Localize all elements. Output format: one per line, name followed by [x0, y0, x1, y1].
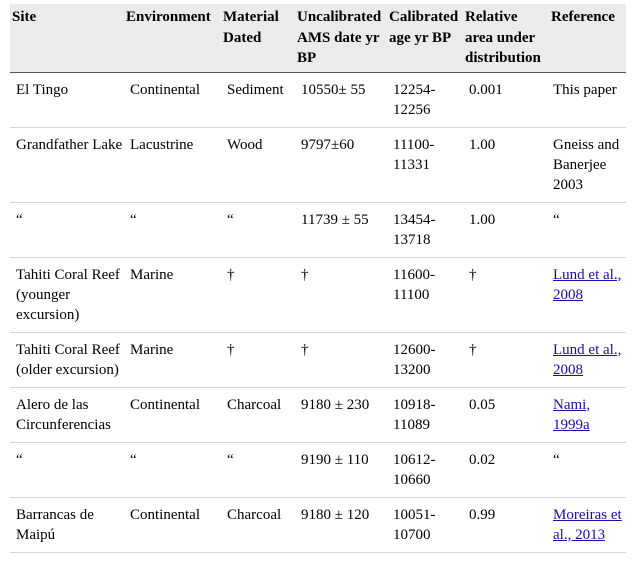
cell-environment: Marine — [124, 332, 221, 387]
cell-reference: This paper — [549, 72, 626, 127]
cell-site: Alero de las Circunferencias — [10, 387, 124, 442]
cell-relative-area: † — [463, 332, 549, 387]
cell-material: Charcoal — [221, 497, 295, 552]
cell-calibrated: 12254-12256 — [387, 72, 463, 127]
reference-link[interactable]: Lund et al., 2008 — [553, 266, 622, 303]
table-row — [10, 387, 626, 442]
header-environment: Environment — [124, 4, 221, 72]
table-row — [10, 257, 626, 332]
cell-material: Charcoal — [221, 387, 295, 442]
cell-uncalibrated: 9180 ± 230 — [295, 387, 387, 442]
header-site: Site — [10, 4, 124, 72]
cell-reference — [549, 257, 626, 332]
table-body — [10, 72, 626, 552]
header-relative-area: Relative area under distribution — [463, 4, 549, 72]
header-material-dated: Material Dated — [221, 4, 295, 72]
table-row — [10, 127, 626, 202]
cell-calibrated: 10051-10700 — [387, 497, 463, 552]
cell-material: Sediment — [221, 72, 295, 127]
cell-uncalibrated: † — [295, 332, 387, 387]
reference-link[interactable]: Nami, 1999a — [553, 396, 591, 433]
cell-site: El Tingo — [10, 72, 124, 127]
cell-relative-area: 0.05 — [463, 387, 549, 442]
cell-relative-area: † — [463, 257, 549, 332]
cell-environment: “ — [124, 442, 221, 497]
cell-environment: Continental — [124, 72, 221, 127]
cell-environment: Continental — [124, 497, 221, 552]
header-row — [10, 4, 626, 72]
cell-reference — [549, 387, 626, 442]
cell-uncalibrated: 9797±60 — [295, 127, 387, 202]
cell-relative-area: 1.00 — [463, 127, 549, 202]
cell-site: “ — [10, 202, 124, 257]
table-row — [10, 497, 626, 552]
reference-link[interactable]: Lund et al., 2008 — [553, 341, 622, 378]
reference-link[interactable]: Moreiras et al., 2013 — [553, 506, 622, 543]
table-row — [10, 442, 626, 497]
cell-material: Wood — [221, 127, 295, 202]
cell-environment: “ — [124, 202, 221, 257]
cell-site: Tahiti Coral Reef (younger excursion) — [10, 257, 124, 332]
cell-site: Tahiti Coral Reef (older excursion) — [10, 332, 124, 387]
cell-uncalibrated: † — [295, 257, 387, 332]
header-reference: Reference — [549, 4, 626, 72]
cell-reference: “ — [549, 202, 626, 257]
cell-calibrated: 11600-11100 — [387, 257, 463, 332]
cell-relative-area: 1.00 — [463, 202, 549, 257]
cell-environment: Continental — [124, 387, 221, 442]
header-uncalibrated-date: Uncalibrated AMS date yr BP — [295, 4, 387, 72]
cell-material: “ — [221, 442, 295, 497]
cell-reference: Gneiss and Banerjee 2003 — [549, 127, 626, 202]
cell-uncalibrated: 9180 ± 120 — [295, 497, 387, 552]
cell-relative-area: 0.99 — [463, 497, 549, 552]
cell-uncalibrated: 9190 ± 110 — [295, 442, 387, 497]
cell-calibrated: 12600-13200 — [387, 332, 463, 387]
table-row — [10, 202, 626, 257]
cell-relative-area: 0.02 — [463, 442, 549, 497]
cell-site: Grandfather Lake — [10, 127, 124, 202]
cell-site: Barrancas de Maipú — [10, 497, 124, 552]
cell-calibrated: 10918-11089 — [387, 387, 463, 442]
cell-relative-area: 0.001 — [463, 72, 549, 127]
radiocarbon-dates-table — [10, 4, 626, 553]
cell-material: † — [221, 257, 295, 332]
cell-material: † — [221, 332, 295, 387]
cell-environment: Lacustrine — [124, 127, 221, 202]
table-row — [10, 72, 626, 127]
header-calibrated-age: Calibrated age yr BP — [387, 4, 463, 72]
cell-reference — [549, 332, 626, 387]
cell-calibrated: 11100-11331 — [387, 127, 463, 202]
table-header — [10, 4, 626, 72]
cell-reference — [549, 497, 626, 552]
cell-uncalibrated: 11739 ± 55 — [295, 202, 387, 257]
cell-reference: “ — [549, 442, 626, 497]
cell-material: “ — [221, 202, 295, 257]
cell-calibrated: 13454-13718 — [387, 202, 463, 257]
cell-uncalibrated: 10550± 55 — [295, 72, 387, 127]
table-row — [10, 332, 626, 387]
cell-environment: Marine — [124, 257, 221, 332]
cell-calibrated: 10612-10660 — [387, 442, 463, 497]
cell-site: “ — [10, 442, 124, 497]
